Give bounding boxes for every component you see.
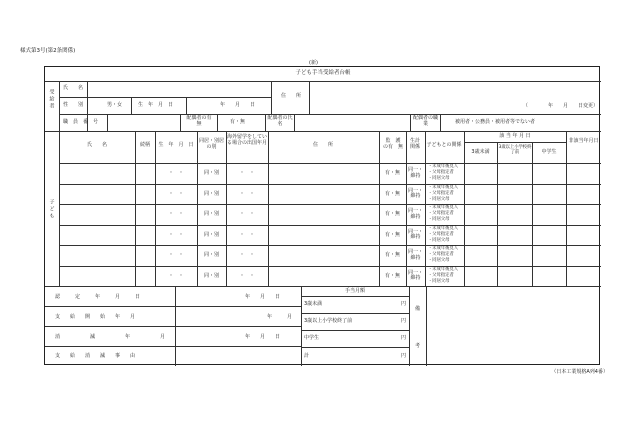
form-number: 様式第3号(第2条関係) <box>20 48 76 54</box>
sex-label: 性 別 <box>63 102 84 108</box>
child-abroad-cell: ・ ・ <box>239 231 255 238</box>
yen-junior-high: 円 <box>401 335 407 341</box>
child-livelihood-cell: 同一・維持 <box>407 249 423 261</box>
child-livelihood-cell: 同一・維持 <box>407 269 423 282</box>
allowance-title: 手当月額 <box>344 288 365 294</box>
child-abroad-cell: ・ ・ <box>239 211 255 217</box>
child-relationship-option: ・未成年後見人 <box>428 184 459 190</box>
spouse-name-label: 配偶者の氏名 <box>267 115 293 127</box>
child-relationship-option: ・未成年後見人 <box>428 266 459 272</box>
child-custody-cell: 有・無 <box>384 170 400 176</box>
category-junior-high: 中学生 <box>541 149 557 155</box>
child-relationship-option: ・父母指定者 <box>428 252 454 257</box>
nonapplicable-header: 非該当年月日 <box>568 138 599 144</box>
child-livelihood-header: 生計関係 <box>409 138 420 150</box>
child-cohabit-cell: 同・別 <box>203 211 219 217</box>
start-date: 年 月 <box>267 314 293 320</box>
child-address-header: 住 所 <box>312 142 333 148</box>
child-custody-cell: 有・無 <box>384 211 400 217</box>
child-dob-header: 生 年 月 日 <box>158 142 194 148</box>
child-dob-cell: ・ ・ <box>168 272 184 279</box>
yen-3-to-elementary: 円 <box>401 318 407 324</box>
stop-reason-label: 支 給 消 滅 事 由 <box>55 353 136 359</box>
child-custody-cell: 有・無 <box>384 252 400 258</box>
start-label: 支 給 開 始 年 月 <box>55 314 136 320</box>
form-title: 子ども手当受給者台帳 <box>295 70 351 76</box>
new-mark: (新) <box>309 60 318 66</box>
sex-options: 男・女 <box>107 102 123 108</box>
child-dob-cell: ・ ・ <box>168 231 184 238</box>
child-cohabit-cell: 同・別 <box>203 231 219 238</box>
child-abroad-cell: ・ ・ <box>239 272 255 279</box>
child-cohabit-cell: 同・別 <box>203 272 219 279</box>
child-relationship-option: ・同居父母 <box>428 217 450 222</box>
staff-no-label: 職 員 番 号 <box>63 119 99 125</box>
child-relationship-option: ・未成年後見人 <box>428 246 459 251</box>
child-custody-cell: 有・無 <box>384 272 400 279</box>
change-date: 年 月 日 <box>245 334 281 340</box>
category-under3: 3歳未満 <box>471 149 490 155</box>
name-label: 氏 名 <box>63 85 84 91</box>
applicant-section-label: 受給者 <box>48 89 55 110</box>
child-relationship-option: ・父母指定者 <box>428 231 454 237</box>
child-cohabit-header: 同居・別居の別 <box>198 138 224 150</box>
yen-under3: 円 <box>401 301 407 307</box>
allowance-row-junior-high: 中学生 <box>304 335 320 341</box>
child-cohabit-cell: 同・別 <box>203 190 219 197</box>
child-livelihood-cell: 同一・維持 <box>407 167 423 179</box>
footer-note: （日本工業規格A列4番） <box>551 369 608 375</box>
spouse-job-value: 被用者・公務員・被用者等でない者 <box>455 119 536 125</box>
child-livelihood-cell: 同一・維持 <box>407 228 423 241</box>
allowance-row-under3: 3歳未満 <box>304 301 323 307</box>
child-livelihood-cell: 同一・維持 <box>407 187 423 200</box>
yen-total: 円 <box>401 353 407 359</box>
dob-label: 生 年 月 日 <box>138 102 174 108</box>
child-dob-cell: ・ ・ <box>168 211 184 217</box>
child-relationship-option: ・同居父母 <box>428 196 450 202</box>
remarks-label-bottom: 考 <box>414 343 420 349</box>
address-label: 住 所 <box>281 93 302 99</box>
child-relationship-option: ・同居父母 <box>428 278 450 284</box>
child-abroad-cell: ・ ・ <box>239 170 255 176</box>
child-abroad-header: 海外留学をしている場合の出国年月 <box>227 134 268 146</box>
child-relation-header: 続柄 <box>139 142 150 148</box>
allowance-row-3-to-elementary: 3歳以上小学校終了前 <box>304 318 353 324</box>
spouse-value: 有・無 <box>230 119 246 125</box>
child-name-header: 氏 名 <box>86 142 107 148</box>
child-relationship-option: ・同居父母 <box>428 258 450 263</box>
child-relationship-option: ・父母指定者 <box>428 170 454 175</box>
child-custody-header: 監 護 の有 無 <box>382 138 406 150</box>
child-livelihood-cell: 同一・維持 <box>407 208 423 220</box>
change-note: （ 年 月 日変更） <box>523 103 599 109</box>
child-custody-cell: 有・無 <box>384 231 400 238</box>
ledger-sheet <box>44 66 600 365</box>
child-relationship-option: ・父母指定者 <box>428 272 454 278</box>
child-relationship-header: 子どもとの関係 <box>426 142 462 148</box>
child-dob-cell: ・ ・ <box>168 252 184 258</box>
child-relationship-option: ・未成年後見人 <box>428 164 459 169</box>
child-abroad-cell: ・ ・ <box>239 252 255 258</box>
child-relationship-option: ・同居父母 <box>428 176 450 181</box>
remarks-label-top: 備 <box>414 306 420 312</box>
dob-value: 年 月 日 <box>220 102 256 108</box>
certify-label: 認 定 年 月 日 <box>55 294 141 300</box>
category-header: 該 当 年 月 日 <box>499 133 531 139</box>
spouse-job-label: 配偶者の職業 <box>412 115 438 127</box>
spouse-label: 配偶者の有 無 <box>186 115 222 127</box>
child-section-label: 子ども <box>48 199 55 220</box>
child-dob-cell: ・ ・ <box>168 190 184 197</box>
child-relationship-option: ・未成年後見人 <box>428 205 459 210</box>
child-custody-cell: 有・無 <box>384 190 400 197</box>
certify-date: 年 月 日 <box>245 294 281 300</box>
child-relationship-option: ・未成年後見人 <box>428 225 459 231</box>
child-relationship-option: ・父母指定者 <box>428 190 454 196</box>
child-cohabit-cell: 同・別 <box>203 252 219 258</box>
child-cohabit-cell: 同・別 <box>203 170 219 176</box>
change-label: 消 滅 年 月 <box>55 334 166 340</box>
child-relationship-option: ・父母指定者 <box>428 211 454 216</box>
child-relationship-option: ・同居父母 <box>428 237 450 243</box>
category-3-to-elementary: 3歳以上小学校終了前 <box>498 145 532 155</box>
child-abroad-cell: ・ ・ <box>239 190 255 197</box>
child-dob-cell: ・ ・ <box>168 170 184 176</box>
allowance-row-total: 計 <box>304 353 310 359</box>
